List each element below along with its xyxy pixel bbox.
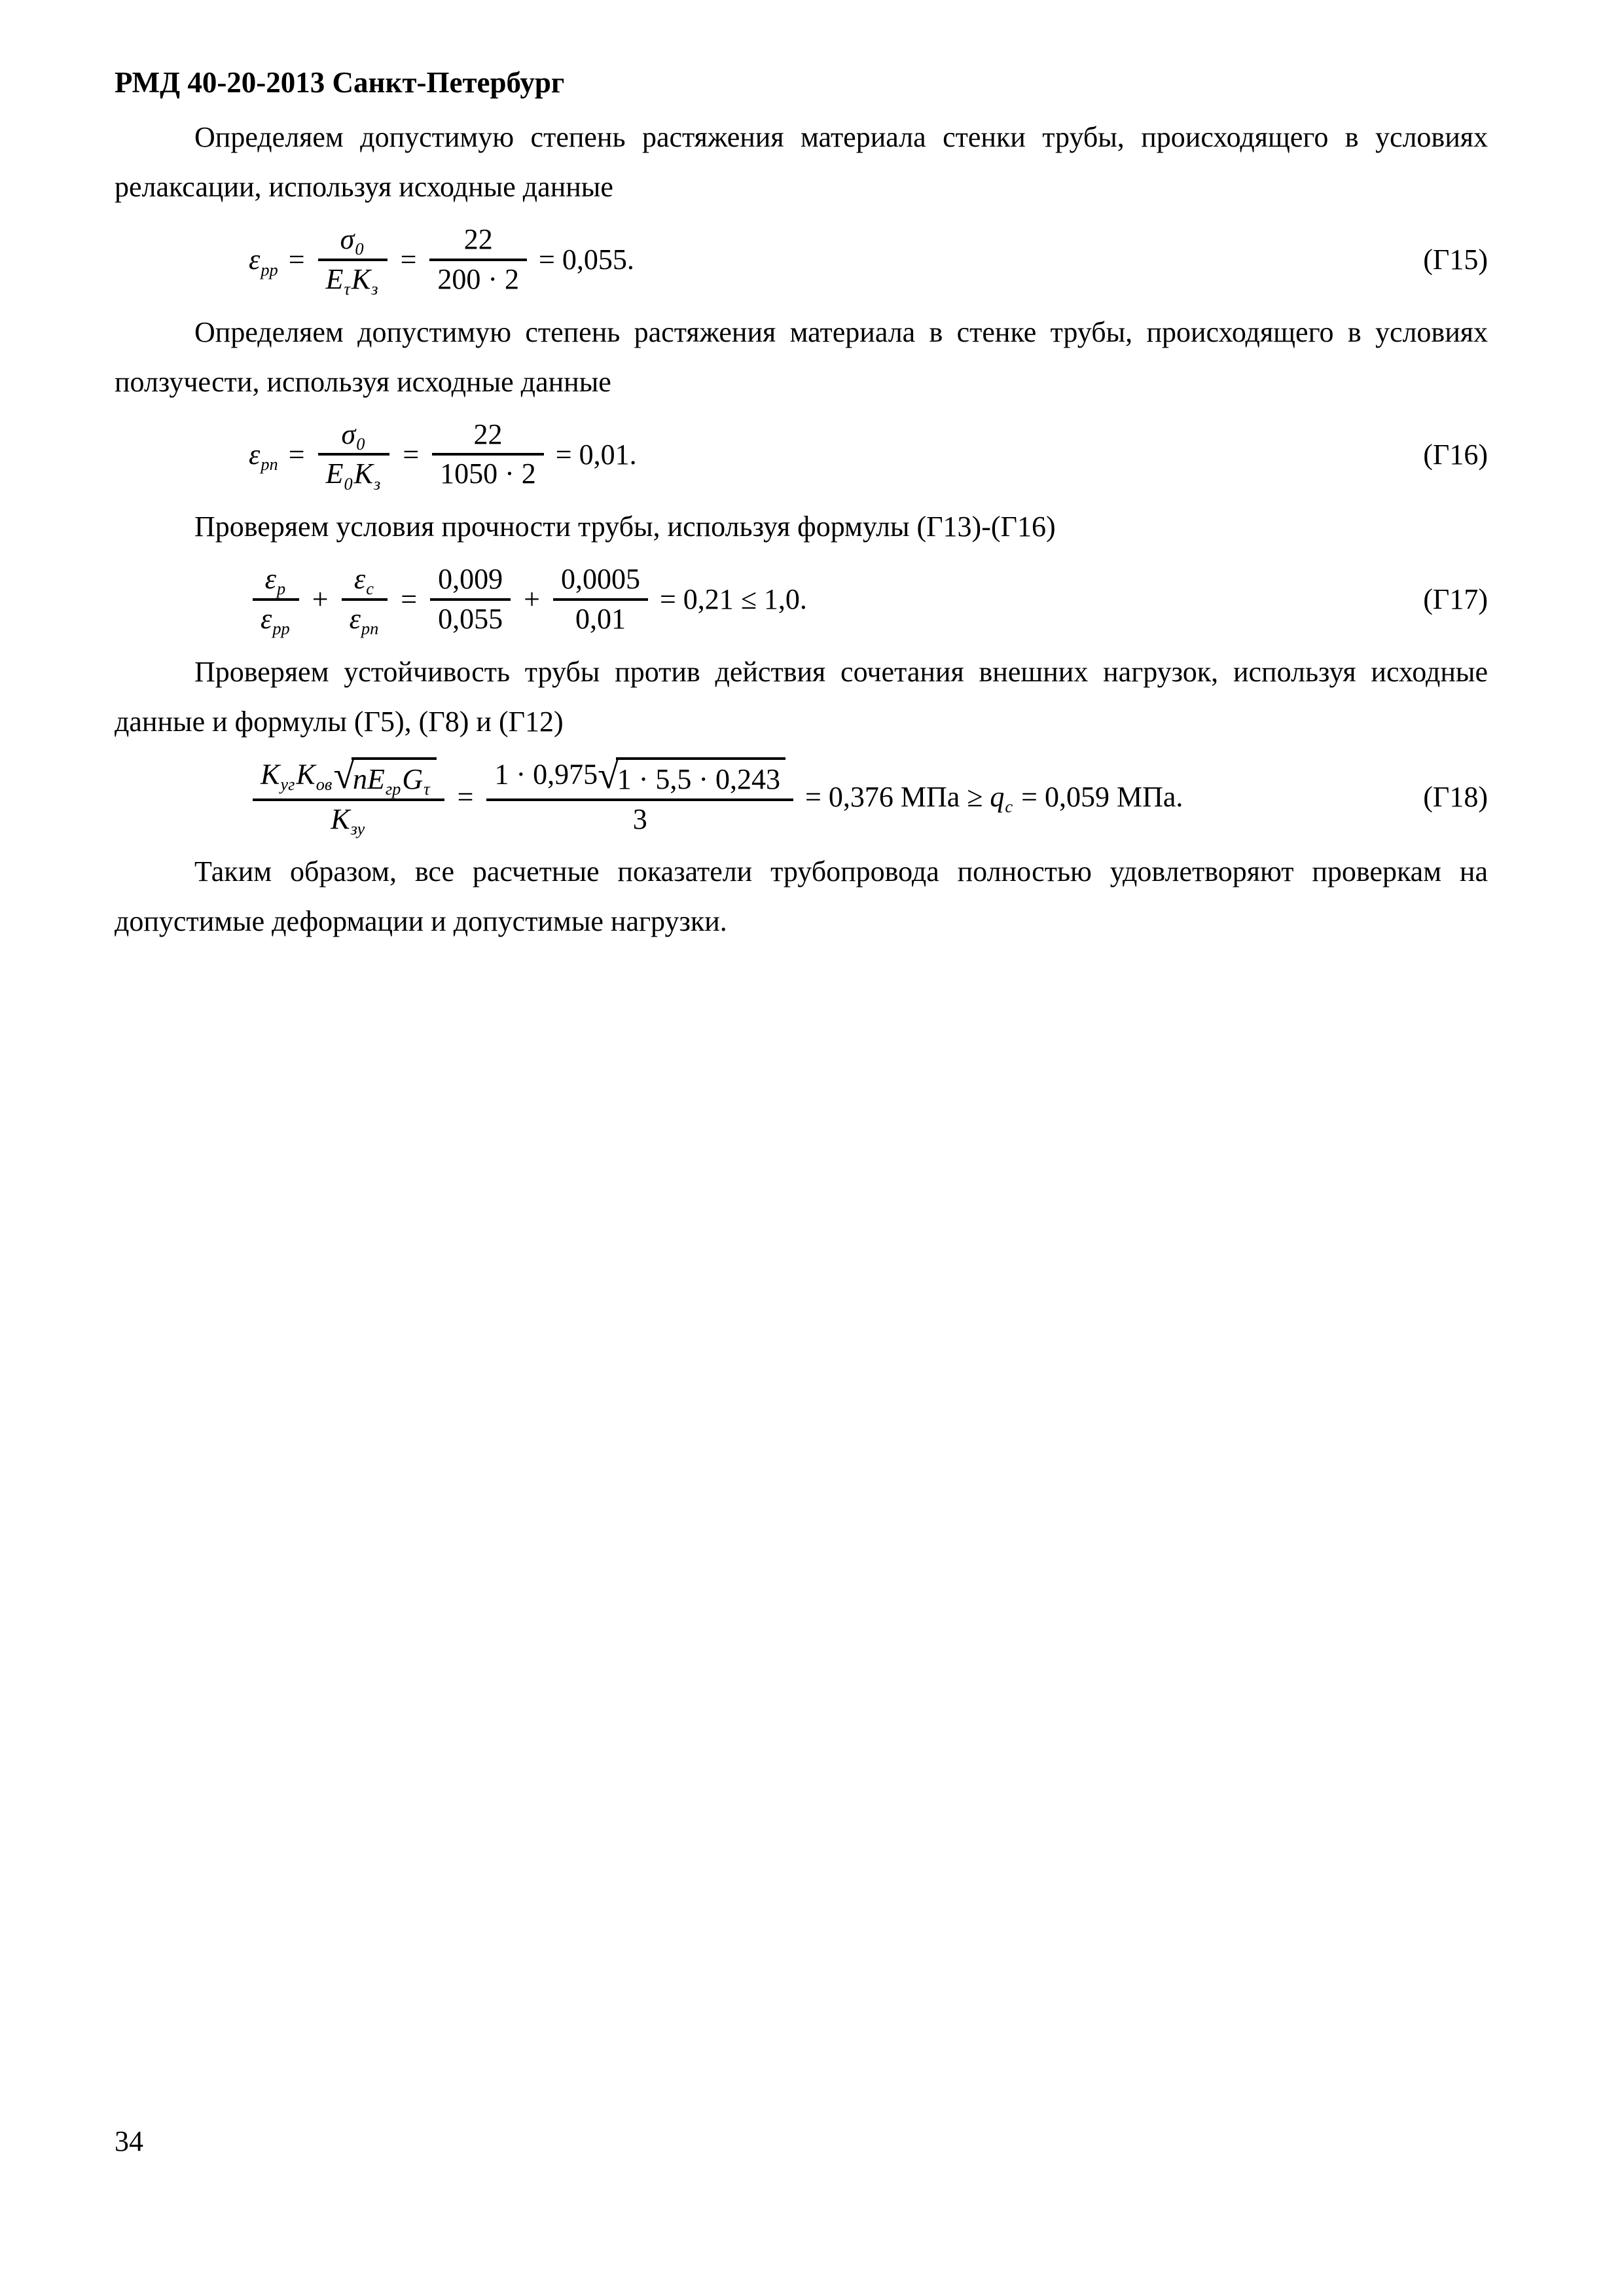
document-header: РМД 40-20-2013 Санкт-Петербург [115,66,565,99]
fraction-numerator: 22 [463,223,493,255]
q-symbol: q [990,781,1005,814]
math-symbol: K [296,758,316,791]
math-subscript: с [366,579,374,599]
fraction [342,561,388,638]
math-subscript: с [1005,797,1013,817]
math-subscript: з [371,279,378,299]
fraction-denominator [342,601,388,638]
page-content [115,64,1488,946]
radicand [352,757,437,797]
page-number: 34 [115,2125,143,2157]
equals-sign: = [401,583,418,616]
equals-sign: = [288,438,305,471]
math-subscript: зу [350,818,365,838]
radicand: 1 · 5,5 · 0,243 [616,757,785,797]
fraction [318,221,388,298]
equation-label-g16: (Г16) [1423,438,1488,471]
plus-sign: + [524,583,540,616]
formula-g18 [249,753,1183,838]
epsilon-symbol: ε [249,243,261,276]
math-subscript: 0 [355,239,364,259]
fraction [553,561,648,638]
fraction [430,561,511,638]
fraction-denominator: 0,055 [438,602,503,635]
fraction-denominator: 3 [632,802,647,835]
fraction-numerator: 22 [473,418,503,450]
paragraph-5: Таким образом, все расчетные показатели трубопровода полностью удовлетворяют проверкам на допустимые деформации и допустимые нагрузки. [115,855,1488,938]
fraction-numerator [346,561,383,598]
fraction [429,221,527,298]
radical-sign: √ [333,753,355,797]
math-term [249,438,280,475]
math-subscript: рп [261,454,278,475]
fraction-numerator [486,753,793,798]
fraction-denominator [318,456,390,493]
formula-g17 [249,561,807,638]
epsilon-symbol: ε [261,602,272,635]
paragraph-3: Проверяем условия прочности трубы, используя формулы (Г13)-(Г16) [194,511,1056,543]
math-symbol: K [261,758,280,791]
paragraph-1: Определяем допустимую степень растяжения материала стенки трубы, происходящего в условиях релаксации, используя исходные данные [115,121,1488,203]
math-subscript: з [374,473,381,493]
fraction-numerator [333,416,374,454]
fraction-numerator: 0,009 [438,563,503,596]
math-subscript: 0 [344,473,353,493]
math-symbol: G [402,762,424,795]
equation-result: = 0,01. [555,438,637,471]
fraction-denominator [318,261,388,298]
equals-sign: = [400,243,417,276]
formula-g15 [249,221,634,298]
fraction-numerator: 0,0005 [560,563,640,596]
sigma-symbol: σ [341,418,356,450]
equation-label-g15: (Г15) [1423,243,1488,276]
equation-row-g18 [115,753,1488,838]
math-symbol: E [325,457,344,490]
epsilon-symbol: ε [249,438,261,471]
math-subscript: рр [272,619,290,639]
math-subscript: 0 [356,433,365,454]
fraction-numerator [253,753,444,799]
paragraph-2: Определяем допустимую степень растяжения материала в стенке трубы, происходящего в условиях ползучести, используя исходные данные [115,315,1488,398]
fraction-numerator [333,221,373,259]
fraction [253,561,299,638]
fraction [486,753,793,838]
fraction [318,416,390,493]
equals-sign: = [457,781,474,814]
fraction [253,753,444,838]
result-text: = 0,059 МПа. [1014,781,1183,814]
math-symbol: E [367,762,385,795]
fraction-denominator: 0,01 [575,602,626,635]
math-subscript: гр [385,779,401,799]
math-subscript: рр [261,259,278,279]
math-subscript: р [276,579,286,599]
math-subscript: уг [280,774,295,794]
sigma-symbol: σ [340,223,355,255]
equation-row-g15 [115,221,1488,298]
math-subscript: τ [344,279,350,299]
equation-result [797,780,1183,817]
fraction-denominator [253,601,299,638]
square-root [598,753,785,797]
math-term [249,243,280,279]
formula-g16 [249,416,637,493]
math-number: 1 · 0,975 [494,758,598,791]
equation-row-g16 [115,416,1488,493]
equation-result: = 0,21 ≤ 1,0. [659,583,807,616]
equals-sign: = [403,438,420,471]
math-symbol: K [331,802,350,835]
epsilon-symbol: ε [349,602,361,635]
fraction-denominator: 1050 · 2 [440,457,536,490]
equals-sign: = [288,243,305,276]
math-subscript: рп [361,619,379,639]
equation-row-g17 [115,561,1488,638]
math-symbol: K [353,457,374,490]
math-symbol: n [353,762,367,795]
radical-sign: √ [598,753,619,797]
math-subscript: ов [316,774,333,794]
square-root [333,753,436,799]
fraction-denominator: 200 · 2 [437,262,520,295]
equation-result: = 0,055. [539,243,634,276]
result-text: = 0,376 МПа ≥ [805,781,990,814]
math-subscript: τ [424,779,430,799]
fraction-denominator [323,801,374,838]
fraction [432,416,544,493]
math-symbol: E [325,262,344,295]
epsilon-symbol: ε [353,563,366,596]
equation-label-g18: (Г18) [1423,781,1488,814]
math-symbol: K [351,262,371,295]
paragraph-4: Проверяем устойчивость трубы против действия сочетания внешних нагрузок, используя исходные данные и формулы (Г5), (Г8) и (Г12) [115,655,1488,738]
equation-label-g17: (Г17) [1423,583,1488,616]
fraction-numerator [257,561,295,598]
epsilon-symbol: ε [264,563,276,596]
plus-sign: + [312,583,329,616]
